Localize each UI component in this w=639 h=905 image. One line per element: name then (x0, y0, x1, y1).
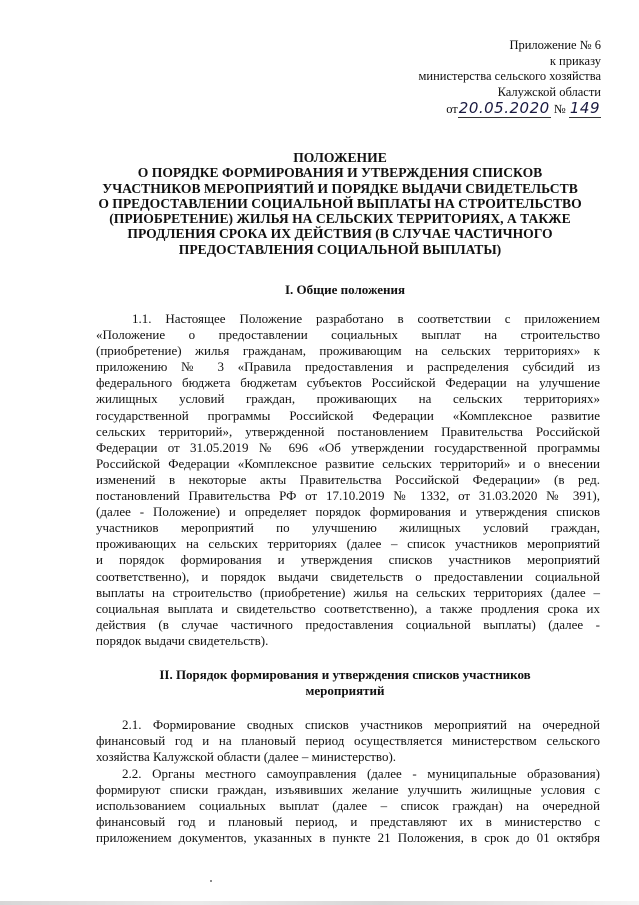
title-line: О ПОРЯДКЕ ФОРМИРОВАНИЯ И УТВЕРЖДЕНИЯ СПИСКОВ (137, 165, 543, 181)
title-line: О ПРЕДОСТАВЛЕНИИ СОЦИАЛЬНОЙ ВЫПЛАТЫ НА СТРОИТЕЛЬСТВО (98, 195, 582, 211)
text-line: Федерации от 31.05.2019 № 696 «Об утверждении государственной программы (96, 439, 600, 455)
paragraph-2-1 (96, 717, 600, 765)
title-line: УЧАСТНИКОВ МЕРОПРИЯТИЙ И ПОРЯДКЕ ВЫДАЧИ СВИДЕТЕЛЬСТВ (102, 180, 578, 196)
title-line: (ПРИОБРЕТЕНИЕ) ЖИЛЬЯ НА СЕЛЬСКИХ ТЕРРИТОРИЯХ, А ТАКЖЕ (109, 211, 571, 227)
title-line: ПРОДЛЕНИЯ СРОКА ИХ ДЕЙСТВИЯ (В СЛУЧАЕ ЧАСТИЧНОГО (127, 226, 553, 242)
number-prefix: № (553, 102, 566, 116)
text-line: социальная выплата и свидетельство соответственно), а также продления срока их (96, 600, 600, 616)
section-2-heading (45, 667, 639, 699)
paragraph-1-1 (96, 311, 600, 649)
text-line: государственной программы Российской Федерации «Комплексное развитие (96, 407, 600, 423)
text-line: действия (в случае частичного предоставления социальной выплаты) (далее - (96, 616, 600, 632)
ministry-name: министерства сельского хозяйства (418, 69, 601, 83)
text-line: финансовый год и плановый период, и представляют их в министерство с (96, 814, 600, 830)
text-line: (приобретение) жилья гражданам, проживающим на сельских территориях» к (96, 343, 600, 359)
section-1-heading: I. Общие положения (285, 282, 405, 297)
text-line: Российской Федерации «Комплексное развитие сельских территорий» и о внесении (96, 455, 600, 471)
scan-speck (210, 880, 212, 882)
scan-bottom-edge (0, 901, 639, 905)
title-line: ПРЕДОСТАВЛЕНИЯ СОЦИАЛЬНОЙ ВЫПЛАТЫ) (178, 241, 502, 257)
paragraph-2-2 (96, 766, 600, 846)
text-line: сельских территорий», утвержденной постановлением Правительства Российской (96, 423, 600, 439)
section-2-heading-line: II. Порядок формирования и утверждения списков участников (159, 667, 531, 682)
text-line: «Положение о предоставлении социальных выплат на строительство (96, 327, 600, 343)
title-line: ПОЛОЖЕНИЕ (293, 150, 387, 165)
text-line: использованием социальных выплат (далее – список граждан) на очередной (96, 798, 600, 814)
text-line: жилищных условий граждан, проживающих на сельских территориях» (96, 391, 600, 407)
text-line: участников мероприятий по улучшению жилищных условий граждан, (96, 520, 600, 536)
text-line: постановлений Правительства РФ от 17.10.2019 № 1332, от 31.03.2020 № 391), (96, 488, 600, 504)
text-line: проживающих на сельских территориях (далее – список участников мероприятий (96, 536, 600, 552)
text-line: хозяйства Калужской области (далее – министерство). (96, 749, 397, 765)
text-line: приложению № 3 «Правила предоставления и распределения субсидий из (96, 359, 600, 375)
text-line: 1.1. Настоящее Положение разработано в соответствии с приложением (132, 311, 600, 326)
appendix-number: Приложение № 6 (509, 38, 601, 52)
text-line: формируют списки граждан, изъявивших желание улучшить жилищные условия с (96, 782, 600, 798)
text-line: соответственно), и порядок выдачи свидетельств о предоставлении социальной (96, 568, 600, 584)
order-reference: к приказу (549, 53, 601, 68)
text-line: и порядок формирования и утверждения списков участников мероприятий (96, 552, 600, 568)
text-line: финансовый год и на плановый период осуществляется министерством сельского (96, 733, 600, 749)
date-prefix: от (446, 102, 458, 116)
handwritten-date: 20.05.2020 (458, 99, 550, 117)
text-line: изменений в некоторые акты Правительства Российской Федерации» (в ред. (96, 471, 600, 487)
order-date-line (361, 101, 601, 118)
document-title (60, 150, 620, 257)
text-line: 2.2. Органы местного самоуправления (далее - муниципальные образования) (122, 766, 600, 781)
section-2-heading-line: мероприятий (305, 683, 385, 698)
region-name: Калужской области (497, 84, 601, 99)
text-line: выплаты на строительство (приобретение) жилья на сельских территориях (далее – (96, 584, 600, 600)
appendix-header (361, 38, 601, 118)
text-line: приложением документов, указанных в пункте 21 Положения, в срок до 01 октября (96, 830, 600, 846)
text-line: (далее - Положение) и определяет порядок формирования и утверждения списков (96, 504, 600, 520)
handwritten-number: 149 (569, 99, 600, 117)
text-line: федерального бюджета бюджетам субъектов Российской Федерации на улучшение (96, 375, 600, 391)
text-line: порядок выдачи свидетельств). (96, 632, 269, 648)
text-line: 2.1. Формирование сводных списков участников мероприятий на очередной (122, 717, 600, 732)
